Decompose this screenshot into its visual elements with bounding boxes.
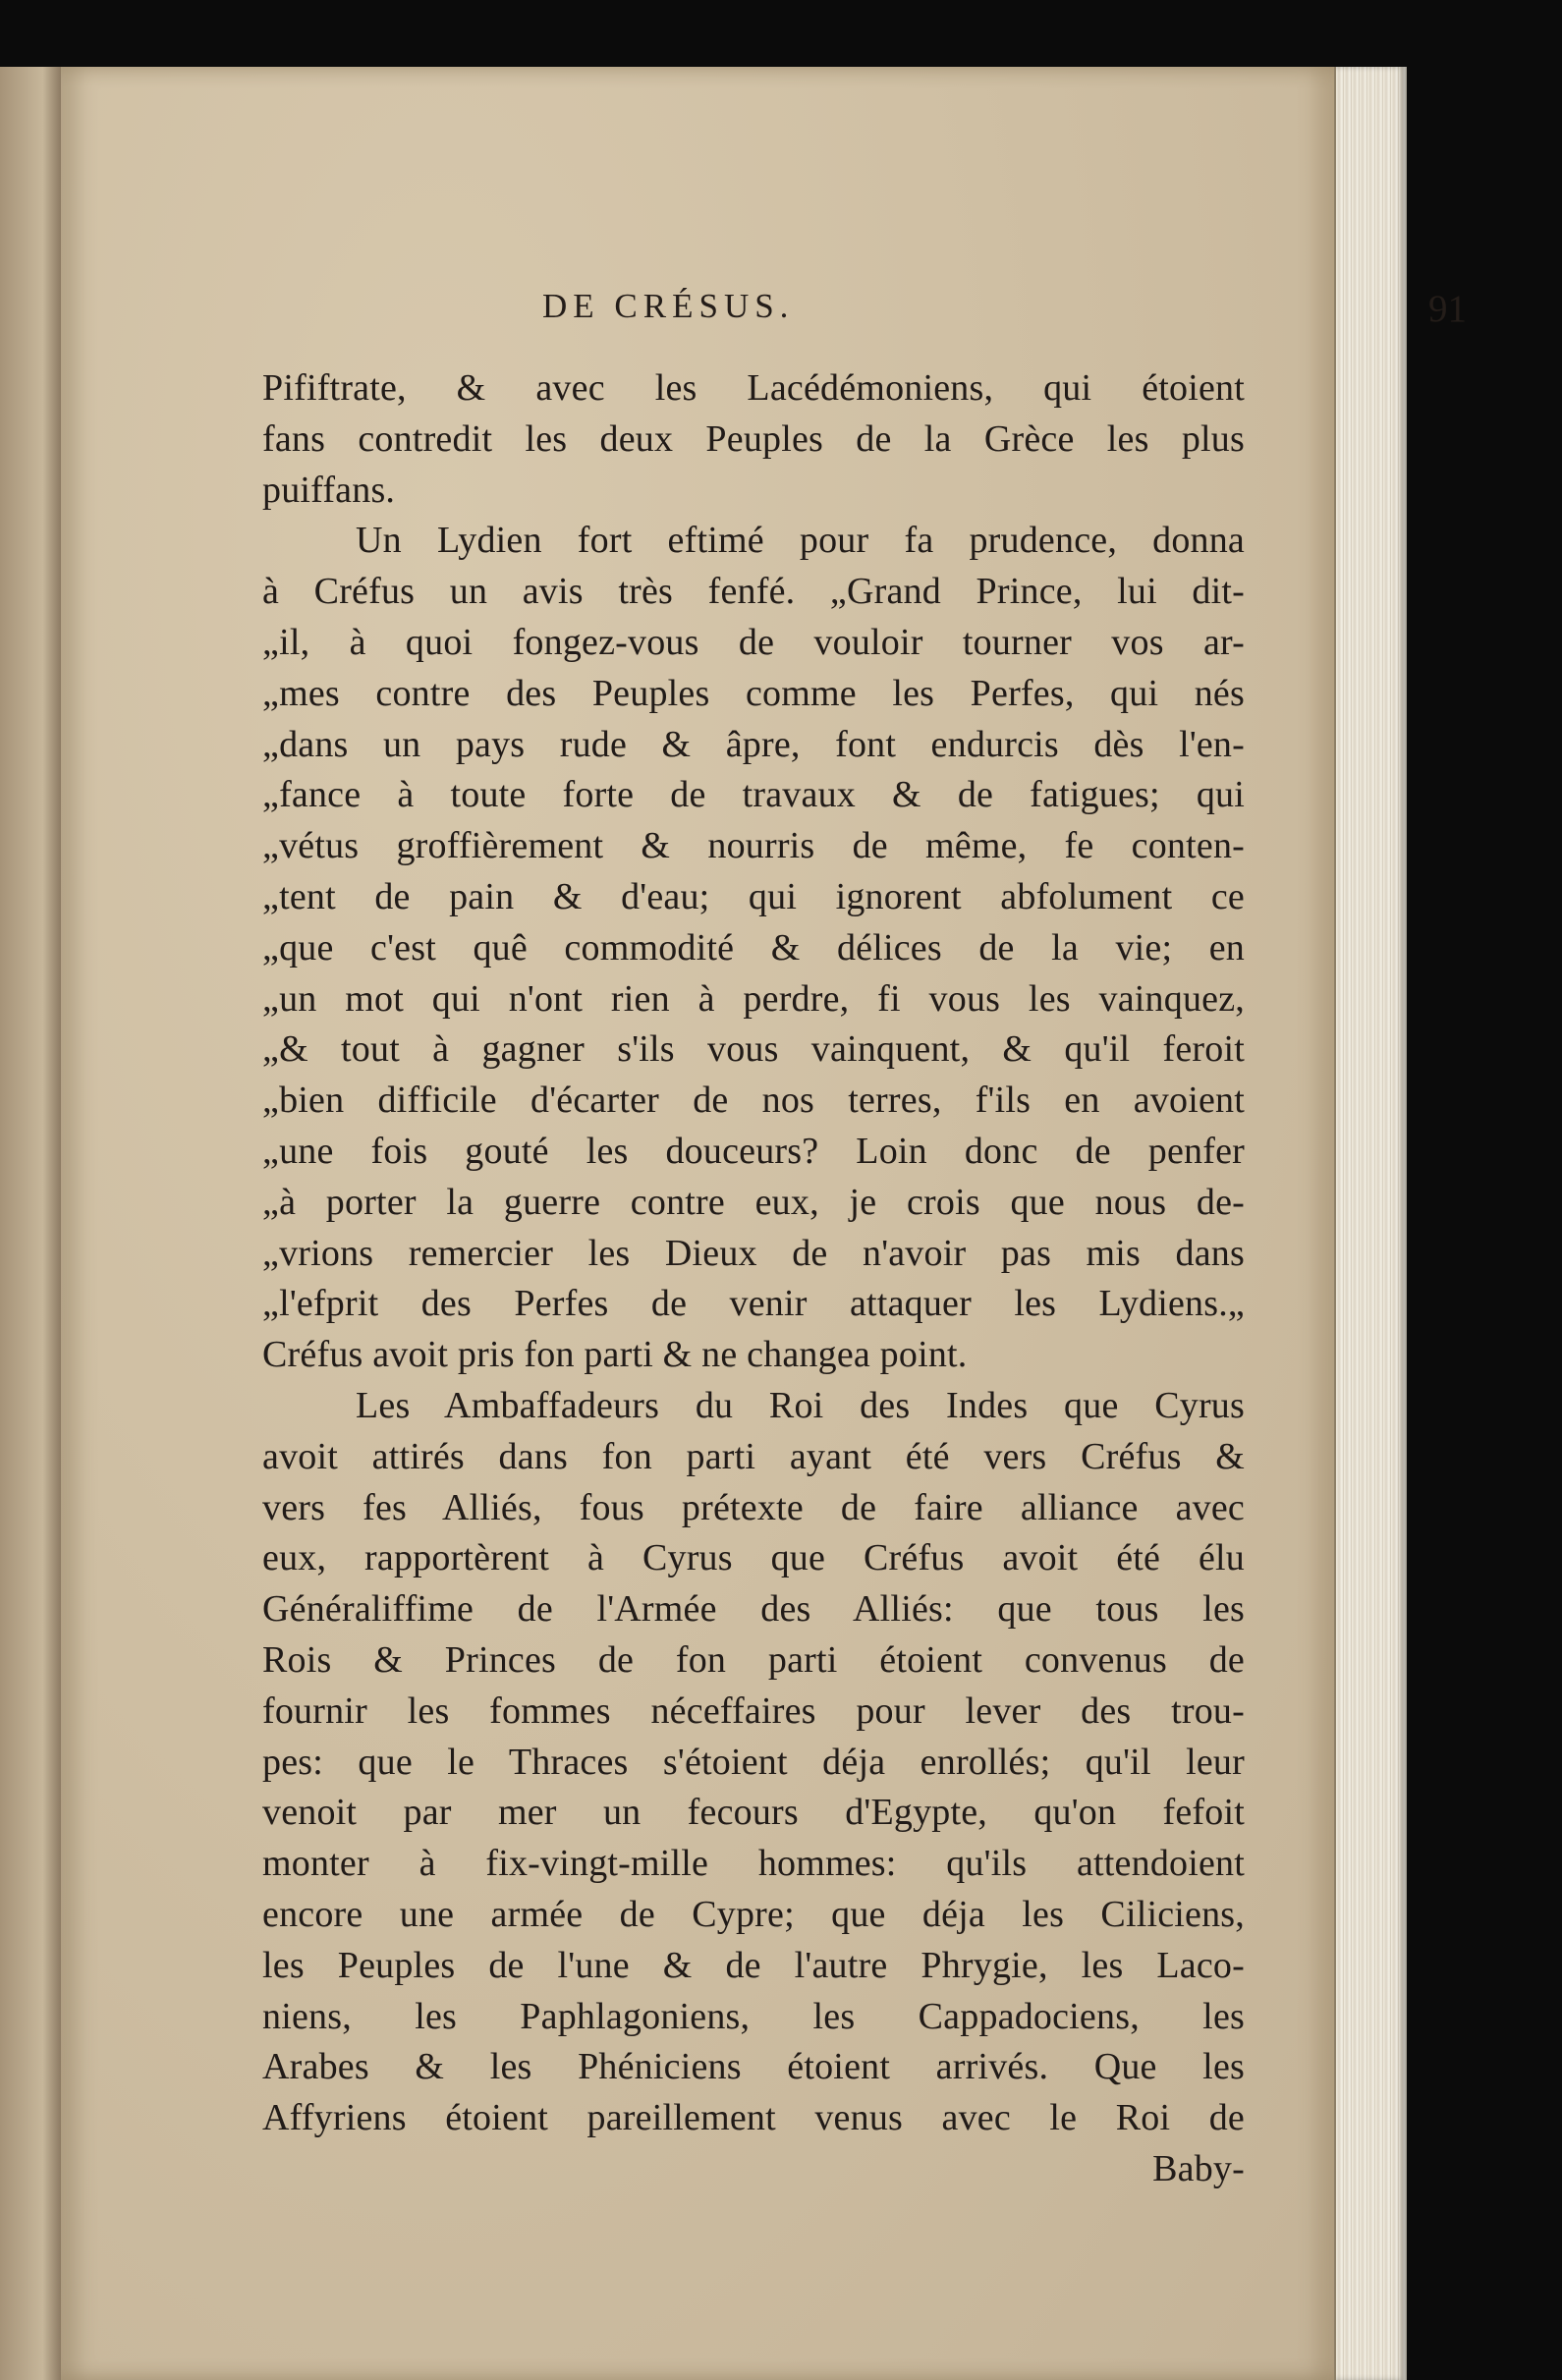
text-line: fans contredit les deux Peuples de la Grèce les plus — [262, 417, 1245, 460]
text-line: puiffans. — [262, 469, 396, 511]
text-line: Un Lydien fort eftimé pour fa prudence, donna — [356, 520, 1245, 562]
page-header — [61, 287, 1467, 346]
main-text — [262, 363, 1245, 2195]
book-page — [61, 67, 1467, 2380]
text-line: niens, les Paphlagoniens, les Cappadociens, les — [262, 1995, 1245, 2037]
text-line: encore une armée de Cypre; que déja les Ciliciens, — [262, 1893, 1245, 1935]
text-line: „vrions remercier les Dieux de n'avoir pas mis dans — [262, 1232, 1245, 1274]
text-line: Les Ambaffadeurs du Roi des Indes que Cyrus — [356, 1384, 1245, 1426]
page-number: 91 — [1428, 288, 1467, 330]
text-line: Créfus avoit pris fon parti & ne changea point. — [262, 1334, 968, 1376]
text-line: fournir les fommes néceffaires pour lever des trou- — [262, 1689, 1245, 1732]
text-line: Généraliffime de l'Armée des Alliés: que tous les — [262, 1588, 1245, 1631]
text-line: „& tout à gagner s'ils vous vainquent, & qu'il feroit — [262, 1028, 1245, 1071]
text-line: Affyriens étoient pareillement venus avec le Roi de — [262, 2097, 1245, 2139]
text-line: avoit attirés dans fon parti ayant été vers Créfus & — [262, 1435, 1245, 1477]
text-line: „vétus groffièrement & nourris de même, fe conten- — [262, 825, 1245, 867]
text-line: les Peuples de l'une & de l'autre Phrygie, les Laco- — [262, 1944, 1245, 1986]
text-line: Pififtrate, & avec les Lacédémoniens, qui étoient — [262, 367, 1245, 409]
catchword: Baby- — [1152, 2147, 1245, 2189]
text-line: „à porter la guerre contre eux, je crois que nous de- — [262, 1181, 1245, 1223]
text-line: „tent de pain & d'eau; qui ignorent abfolument ce — [262, 875, 1245, 917]
text-line: venoit par mer un fecours d'Egypte, qu'on fefoit — [262, 1792, 1245, 1834]
right-page-edges — [1334, 67, 1407, 2380]
text-line: „l'efprit des Perfes de venir attaquer les Lydiens.„ — [262, 1283, 1245, 1325]
text-line: eux, rapportèrent à Cyrus que Créfus avoit été élu — [262, 1537, 1245, 1579]
running-head: DE CRÉSUS. — [542, 287, 795, 325]
left-page-edge — [0, 67, 63, 2380]
text-line: „bien difficile d'écarter de nos terres, f'ils en avoient — [262, 1079, 1245, 1122]
text-line: pes: que le Thraces s'étoient déja enrollés; qu'il leur — [262, 1741, 1245, 1783]
text-line: „une fois gouté les douceurs? Loin donc de penfer — [262, 1130, 1245, 1172]
text-line: „fance à toute forte de travaux & de fatigues; qui — [262, 774, 1245, 816]
text-line: „il, à quoi fongez-vous de vouloir tourner vos ar- — [262, 621, 1245, 663]
text-line: „que c'est quê commodité & délices de la vie; en — [262, 926, 1245, 969]
text-line: Rois & Princes de fon parti étoient convenus de — [262, 1638, 1245, 1681]
text-line: Arabes & les Phéniciens étoient arrivés. Que les — [262, 2046, 1245, 2088]
text-line: „dans un pays rude & âpre, font endurcis dès l'en- — [262, 723, 1245, 765]
text-line: monter à fix-vingt-mille hommes: qu'ils attendoient — [262, 1843, 1245, 1885]
text-line: à Créfus un avis très fenfé. „Grand Prince, lui dit- — [262, 571, 1245, 613]
text-line: vers fes Alliés, fous prétexte de faire alliance avec — [262, 1486, 1245, 1528]
text-line: „un mot qui n'ont rien à perdre, fi vous les vainquez, — [262, 977, 1245, 1020]
text-line: „mes contre des Peuples comme les Perfes, qui nés — [262, 672, 1245, 714]
